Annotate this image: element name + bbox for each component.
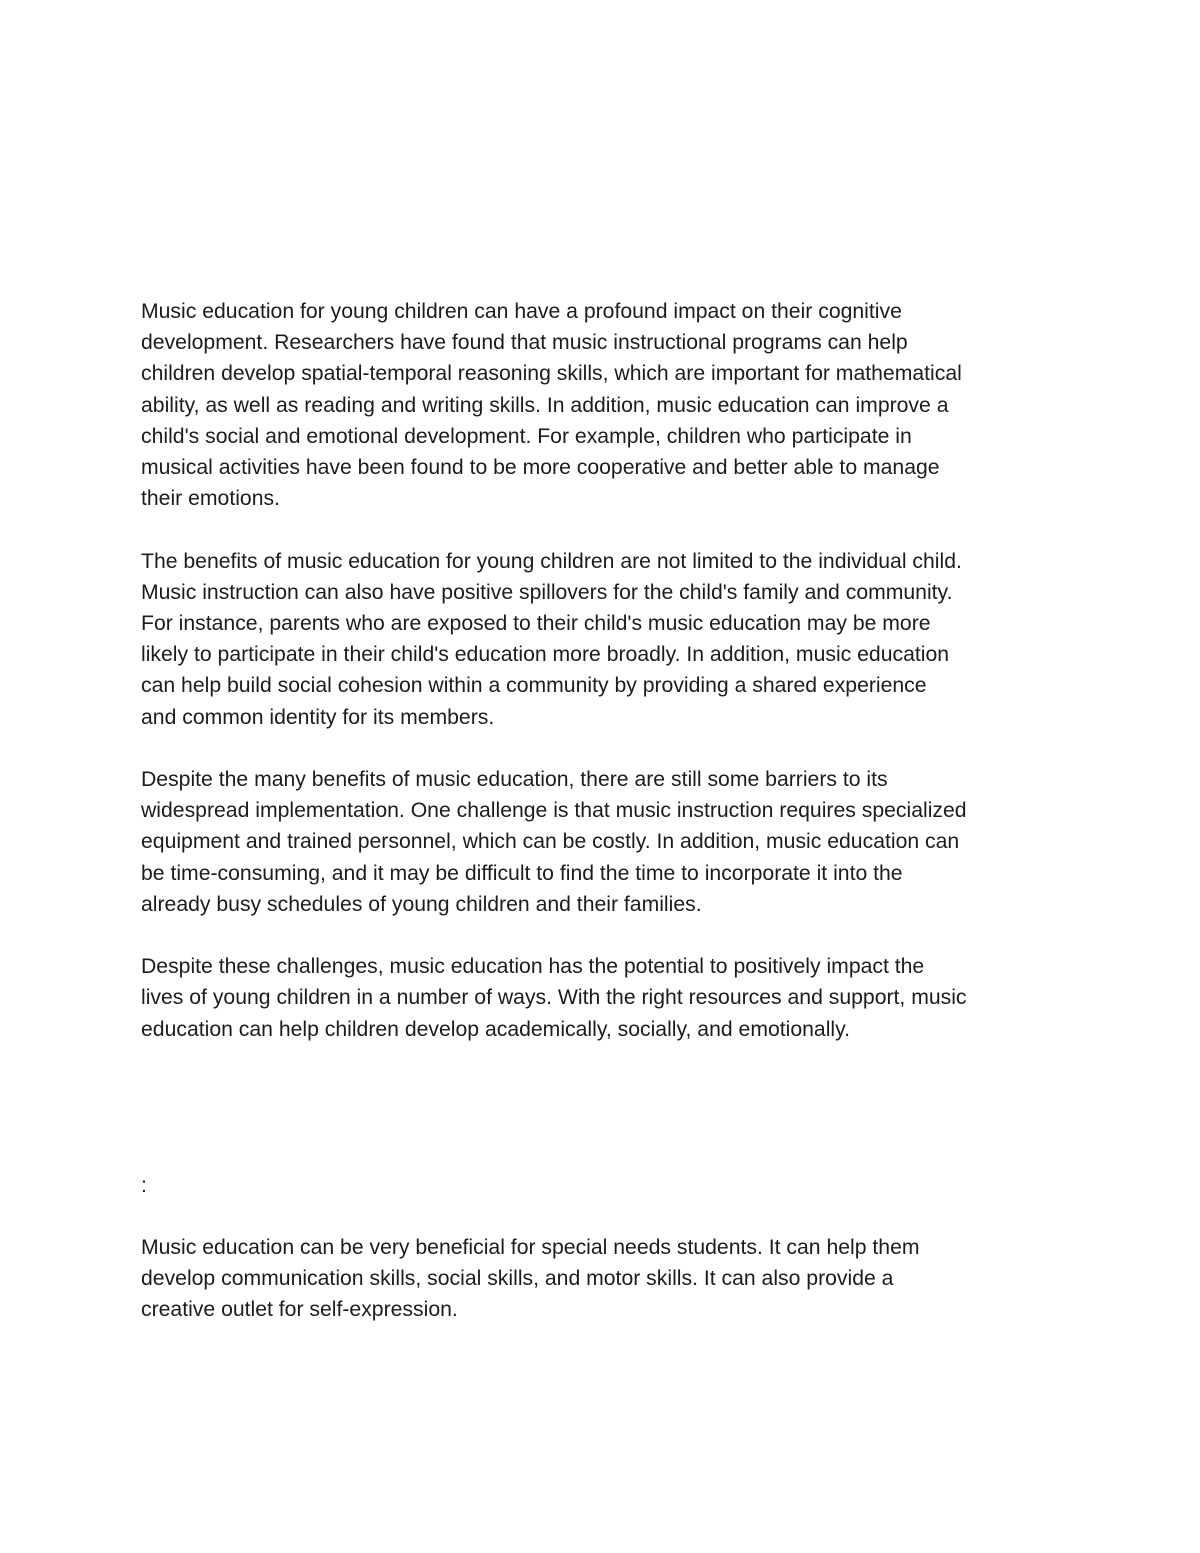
- paragraph-cognitive-development: Music education for young children can have a profound impact on their cognitive development. Researchers have found that music instructional programs can help children develop spatial-temporal reasoning skills, which are important for mathematical ability, as well as reading and writing skills. In addition, music education can improve a child's social and emotional development. For example, children who participate in musical activities have been found to be more cooperative and better able to manage their emotions.: [141, 300, 962, 511]
- document-body: [141, 296, 1071, 1357]
- paragraph-family-community-benefits: The benefits of music education for young children are not limited to the individual child. Music instruction can also have positive spillovers for the child's family and community. For instance, parents who are exposed to their child's music education may be more likely to participate in their child's education more broadly. In addition, music education can help build social cohesion within a community by providing a shared experience and common identity for its members.: [141, 549, 962, 729]
- paragraph-implementation-barriers: Despite the many benefits of music education, there are still some barriers to its widespread implementation. One challenge is that music instruction requires specialized equipment and trained personnel, which can be costly. In addition, music education can be time-consuming, and it may be difficult to find the time to incorporate it into the already busy schedules of young children and their families.: [141, 768, 967, 916]
- paragraph-conclusion: Despite these challenges, music education has the potential to positively impact the lives of young children in a number of ways. With the right resources and support, music education can help children develop academically, socially, and emotionally.: [141, 955, 967, 1041]
- blank-space: [141, 1076, 1071, 1170]
- paragraph-special-needs: Music education can be very beneficial for special needs students. It can help them develop communication skills, social skills, and motor skills. It can also provide a creative outlet for self-expression.: [141, 1236, 920, 1322]
- separator-colon: :: [141, 1173, 147, 1197]
